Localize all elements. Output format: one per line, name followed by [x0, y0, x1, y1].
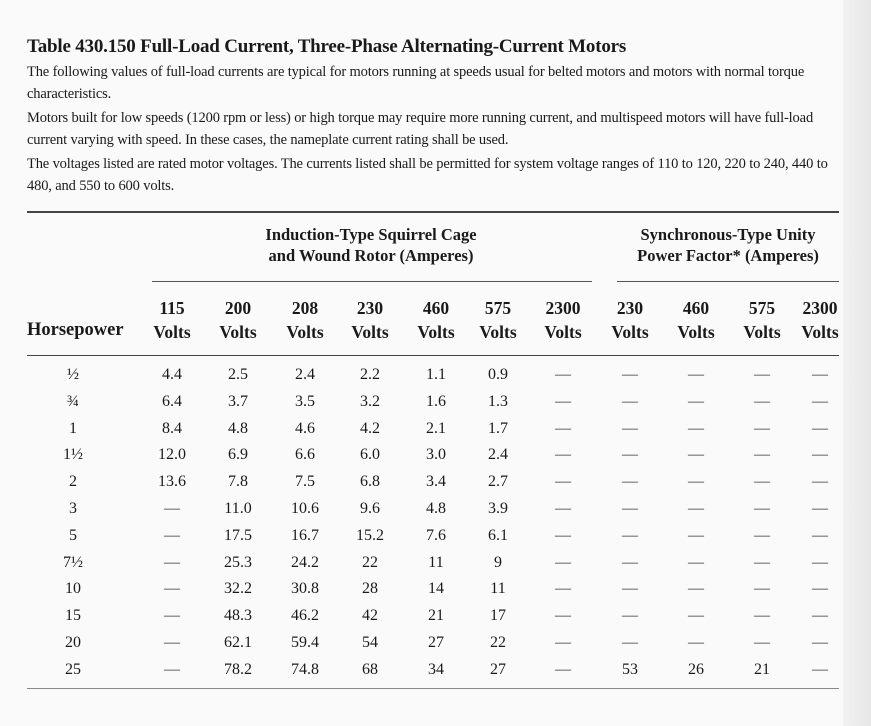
current-cell: 4.8 — [426, 500, 446, 517]
column-voltage: 115 — [159, 298, 185, 318]
paragraph-text: The following values of full-load currents are typical for motors running at speeds usual for belted motors and motors with normal torque characteristics. — [27, 64, 805, 102]
column-header — [790, 296, 850, 344]
table-row — [0, 634, 871, 658]
current-cell: — — [622, 446, 638, 464]
current-cell: 11 — [428, 553, 444, 571]
current-cell: — — [688, 526, 704, 544]
column-header — [666, 296, 726, 344]
current-cell: — — [622, 580, 638, 598]
current-cell: — — [754, 419, 770, 437]
current-cell: — — [555, 607, 571, 625]
current-cell: 11 — [490, 580, 506, 598]
current-cell: 6.0 — [360, 446, 380, 464]
current-cell: 53 — [622, 660, 638, 678]
table-row — [0, 554, 871, 578]
current-cell: 6.6 — [295, 446, 315, 464]
current-cell: — — [622, 526, 638, 544]
current-cell: — — [622, 419, 638, 437]
current-cell: 2.4 — [488, 446, 508, 464]
table-row — [0, 661, 871, 685]
current-cell: 3.5 — [295, 392, 315, 410]
current-cell: — — [812, 580, 828, 598]
current-cell: 28 — [362, 580, 378, 598]
column-unit: Volts — [219, 322, 257, 342]
current-cell: — — [622, 500, 638, 517]
current-cell: — — [164, 500, 180, 517]
column-header — [208, 296, 268, 344]
current-cell: 6.9 — [228, 446, 248, 464]
current-cell: — — [688, 634, 704, 651]
current-cell: — — [688, 366, 704, 383]
current-cell: — — [812, 526, 828, 544]
current-cell: — — [164, 580, 180, 598]
group-header-line: Induction-Type Squirrel Cage — [265, 225, 477, 244]
current-cell: — — [812, 419, 828, 437]
current-cell: 3.0 — [426, 446, 446, 464]
current-cell: — — [812, 392, 828, 410]
current-cell: 68 — [362, 660, 378, 678]
current-cell: 9 — [494, 553, 502, 571]
current-cell: — — [555, 634, 571, 651]
current-cell: — — [812, 446, 828, 464]
horsepower-cell: 1½ — [63, 446, 83, 464]
induction-group-header — [236, 224, 506, 266]
horsepower-cell: 15 — [65, 607, 81, 625]
current-cell: 24.2 — [291, 553, 319, 571]
current-cell: — — [812, 553, 828, 571]
column-voltage: 460 — [422, 298, 450, 318]
current-cell: 4.8 — [228, 419, 248, 437]
current-cell: 4.6 — [295, 419, 315, 437]
current-cell: 21 — [754, 660, 770, 678]
table-row — [0, 420, 871, 444]
column-voltage: 208 — [291, 298, 319, 318]
current-cell: — — [555, 500, 571, 517]
current-cell: 10.6 — [291, 500, 319, 517]
current-cell: — — [754, 607, 770, 625]
table-row — [0, 446, 871, 470]
column-unit: Volts — [153, 322, 191, 342]
current-cell: 30.8 — [291, 580, 319, 598]
table-row — [0, 500, 871, 524]
current-cell: 3.9 — [488, 500, 508, 517]
table-row — [0, 366, 871, 390]
table-row — [0, 607, 871, 631]
current-cell: — — [555, 446, 571, 464]
current-cell: — — [164, 607, 180, 625]
current-cell: — — [754, 634, 770, 651]
current-cell: — — [812, 607, 828, 625]
column-unit: Volts — [801, 322, 839, 342]
current-cell: — — [812, 473, 828, 491]
current-cell: 13.6 — [158, 473, 186, 491]
column-unit: Volts — [544, 322, 582, 342]
current-cell: 32.2 — [224, 580, 252, 598]
current-cell: — — [688, 446, 704, 464]
group-header-line: Power Factor* (Amperes) — [637, 246, 819, 265]
column-voltage: 230 — [356, 298, 384, 318]
current-cell: 3.4 — [426, 473, 446, 491]
group-header-line: Synchronous-Type Unity — [640, 225, 816, 244]
current-cell: — — [622, 607, 638, 625]
column-unit: Volts — [743, 322, 781, 342]
current-cell: — — [688, 392, 704, 410]
horsepower-cell: 20 — [65, 634, 81, 651]
column-voltage: 575 — [484, 298, 512, 318]
column-voltage: 460 — [682, 298, 710, 318]
column-unit: Volts — [479, 322, 517, 342]
current-cell: 4.4 — [162, 366, 182, 383]
table-row — [0, 473, 871, 497]
group-header-line: and Wound Rotor (Amperes) — [268, 246, 474, 265]
current-cell: 7.5 — [295, 473, 315, 491]
current-cell: 11.0 — [224, 500, 252, 517]
current-cell: — — [688, 607, 704, 625]
current-cell: 26 — [688, 660, 704, 678]
current-cell: — — [164, 526, 180, 544]
horsepower-cell: ½ — [67, 366, 79, 383]
column-unit: Volts — [417, 322, 455, 342]
column-header — [600, 296, 660, 344]
table-row — [0, 393, 871, 417]
current-cell: 22 — [362, 553, 378, 571]
current-cell: 16.7 — [291, 526, 319, 544]
paragraph-text: Motors built for low speeds (1200 rpm or less) or high torque may require more running current, and multispeed motors will have full-load current varying with speed. In these cases, the nameplate current rating shall be used. — [27, 110, 814, 148]
current-cell: 4.2 — [360, 419, 380, 437]
current-cell: — — [754, 392, 770, 410]
current-cell: 48.3 — [224, 607, 252, 625]
current-cell: — — [555, 392, 571, 410]
current-cell: — — [688, 419, 704, 437]
column-voltage: 230 — [616, 298, 644, 318]
current-cell: 14 — [428, 580, 444, 598]
horsepower-cell: ¾ — [67, 392, 79, 410]
column-header — [275, 296, 335, 344]
table-title: Table 430.150 Full-Load Current, Three-Phase Alternating-Current Motors — [27, 36, 627, 57]
current-cell: 2.1 — [426, 419, 446, 437]
intro-paragraph-2 — [27, 107, 837, 151]
current-cell: 21 — [428, 607, 444, 625]
current-cell: 25.3 — [224, 553, 252, 571]
current-cell: — — [164, 634, 180, 651]
current-cell: 9.6 — [360, 500, 380, 517]
current-cell: 2.7 — [488, 473, 508, 491]
column-unit: Volts — [351, 322, 389, 342]
current-cell: — — [622, 366, 638, 383]
current-cell: 1.1 — [426, 366, 446, 383]
current-cell: 2.2 — [360, 366, 380, 383]
current-cell: 6.1 — [488, 526, 508, 544]
column-header — [340, 296, 400, 344]
synchronous-group-rule — [617, 281, 839, 282]
current-cell: — — [812, 366, 828, 383]
current-cell: — — [754, 446, 770, 464]
current-cell: — — [688, 500, 704, 517]
column-voltage: 2300 — [802, 298, 838, 318]
intro-paragraph-3 — [27, 153, 837, 197]
current-cell: — — [555, 419, 571, 437]
current-cell: — — [812, 660, 828, 678]
current-cell: — — [555, 660, 571, 678]
current-cell: — — [555, 366, 571, 383]
current-cell: — — [555, 553, 571, 571]
current-cell: — — [555, 473, 571, 491]
current-cell: — — [622, 634, 638, 651]
current-cell: 27 — [490, 660, 506, 678]
current-cell: 42 — [362, 607, 378, 625]
current-cell: 17.5 — [224, 526, 252, 544]
current-cell: 1.3 — [488, 392, 508, 410]
current-cell: 34 — [428, 660, 444, 678]
current-cell: 8.4 — [162, 419, 182, 437]
horsepower-cell: 25 — [65, 660, 81, 678]
current-cell: 7.6 — [426, 526, 446, 544]
current-cell: 15.2 — [356, 526, 384, 544]
current-cell: — — [622, 553, 638, 571]
current-cell: — — [622, 473, 638, 491]
table-row — [0, 527, 871, 551]
current-cell: — — [688, 553, 704, 571]
horsepower-cell: 2 — [69, 473, 77, 491]
current-cell: — — [622, 392, 638, 410]
horsepower-cell: 5 — [69, 526, 77, 544]
current-cell: 0.9 — [488, 366, 508, 383]
column-unit: Volts — [611, 322, 649, 342]
current-cell: 3.2 — [360, 392, 380, 410]
current-cell: — — [688, 473, 704, 491]
current-cell: — — [754, 366, 770, 383]
column-header — [406, 296, 466, 344]
current-cell: 6.4 — [162, 392, 182, 410]
current-cell: 7.8 — [228, 473, 248, 491]
current-cell: — — [754, 580, 770, 598]
current-cell: 3.7 — [228, 392, 248, 410]
current-cell: 78.2 — [224, 660, 252, 678]
current-cell: — — [164, 660, 180, 678]
header-bottom-rule — [27, 355, 839, 356]
column-unit: Volts — [286, 322, 324, 342]
current-cell: 2.5 — [228, 366, 248, 383]
table-bottom-rule — [27, 688, 839, 689]
current-cell: 1.6 — [426, 392, 446, 410]
current-cell: — — [754, 500, 770, 517]
paragraph-text: The voltages listed are rated motor voltages. The currents listed shall be permitted for system voltage ranges of 110 to 120, 220 to 240, 440 to 480, and 550 to 600 volts. — [27, 156, 828, 194]
current-cell: 6.8 — [360, 473, 380, 491]
current-cell: — — [812, 500, 828, 517]
current-cell: — — [555, 580, 571, 598]
current-cell: 17 — [490, 607, 506, 625]
table-row — [0, 580, 871, 604]
current-cell: 27 — [428, 634, 444, 651]
current-cell: 62.1 — [224, 634, 252, 651]
column-voltage: 200 — [224, 298, 252, 318]
current-cell: — — [754, 526, 770, 544]
column-header — [732, 296, 792, 344]
current-cell: 1.7 — [488, 419, 508, 437]
current-cell: 54 — [362, 634, 378, 651]
current-cell: 2.4 — [295, 366, 315, 383]
current-cell: — — [555, 526, 571, 544]
column-header — [533, 296, 593, 344]
horsepower-header: Horsepower — [27, 320, 124, 340]
current-cell: 12.0 — [158, 446, 186, 464]
current-cell: — — [754, 553, 770, 571]
horsepower-cell: 3 — [69, 500, 77, 517]
current-cell: — — [688, 580, 704, 598]
column-header — [142, 296, 202, 344]
column-voltage: 575 — [748, 298, 776, 318]
current-cell: 46.2 — [291, 607, 319, 625]
current-cell: — — [754, 473, 770, 491]
horsepower-cell: 10 — [65, 580, 81, 598]
intro-paragraph-1 — [27, 61, 837, 105]
induction-group-rule — [152, 281, 592, 282]
column-unit: Volts — [677, 322, 715, 342]
current-cell: — — [812, 634, 828, 651]
horsepower-cell: 1 — [69, 419, 77, 437]
current-cell: 59.4 — [291, 634, 319, 651]
column-header — [468, 296, 528, 344]
current-cell: 22 — [490, 634, 506, 651]
synchronous-group-header — [618, 224, 838, 266]
current-cell: — — [164, 553, 180, 571]
column-voltage: 2300 — [545, 298, 581, 318]
table-top-rule — [27, 211, 839, 213]
horsepower-cell: 7½ — [63, 553, 83, 571]
current-cell: 74.8 — [291, 660, 319, 678]
